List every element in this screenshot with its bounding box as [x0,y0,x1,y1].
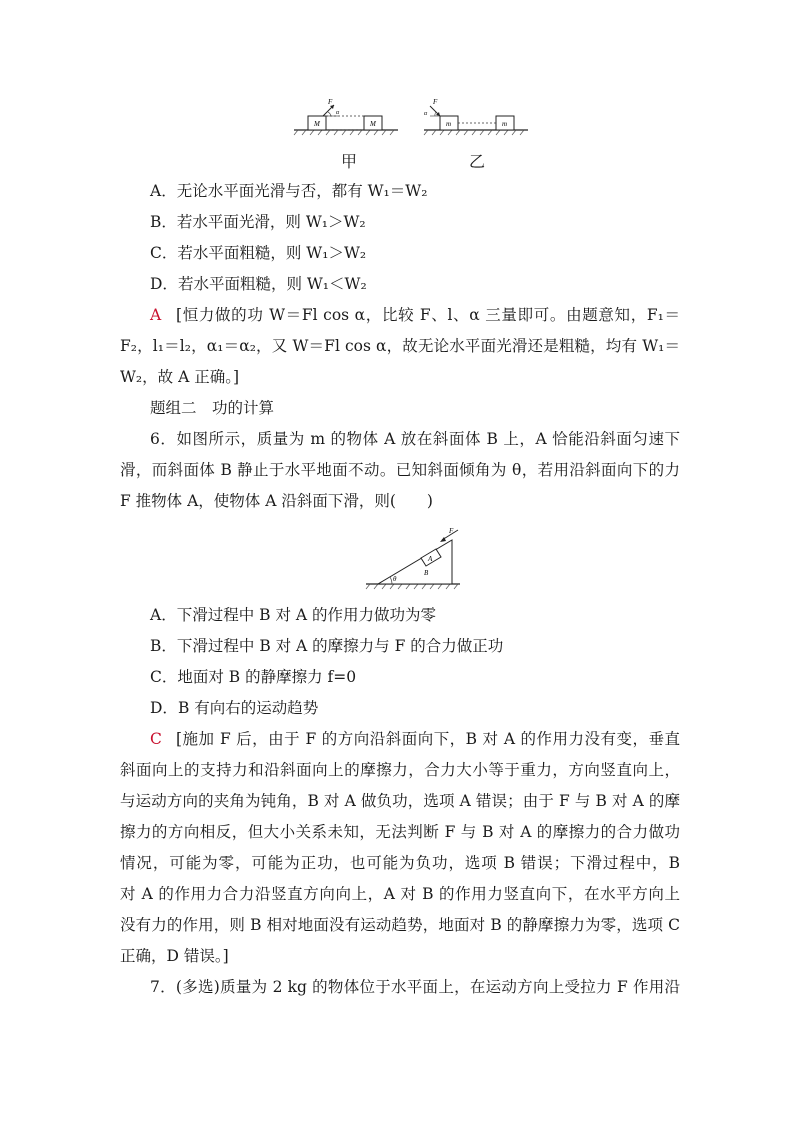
label-b: B [424,569,429,577]
figure-incline [362,520,472,592]
block-label-yi-2: m [502,120,508,128]
block-label-yi-1: m [446,120,452,128]
q6-explanation-line-5: 情况，可能为零，可能为正功，也可能为负功，选项 B 错误；下滑过程中，B [120,854,680,872]
force-label-jia: F [328,98,333,106]
label-theta: θ [393,575,397,583]
q6-option-c: C．地面对 B 的静摩擦力 f=0 [150,668,357,686]
q6-explanation-line-3: 与运动方向的夹角为钝角，B 对 A 做负功，选项 A 错误；由于 F 与 B 对 A 的摩 [120,792,680,810]
figure-jia [294,98,398,135]
q5-option-a: A．无论水平面光滑与否，都有 W₁＝W₂ [150,182,428,200]
q6-stem-line-3: F 推物体 A，使物体 A 沿斜面下滑，则( ) [120,492,433,510]
caption-jia: 甲 [341,152,358,171]
label-a: A [428,555,433,563]
q6-explanation-line-1: C [施加 F 后，由于 F 的方向沿斜面向下，B 对 A 的作用力没有变，垂直 [150,730,680,748]
q5-option-b: B．若水平面光滑，则 W₁＞W₂ [150,213,366,231]
angle-label-jia: α [336,110,340,116]
q6-stem-line-1: 6．如图所示，质量为 m 的物体 A 放在斜面体 B 上，A 恰能沿斜面匀速下 [150,430,680,448]
q6-stem-line-2: 滑，而斜面体 B 静止于水平地面不动。已知斜面倾角为 θ，若用沿斜面向下的力 [120,461,680,479]
q6-option-d: D．B 有向右的运动趋势 [150,699,319,717]
q6-option-a: A．下滑过程中 B 对 A 的作用力做功为零 [150,606,436,624]
q5-explanation-line-2: F₂，l₁＝l₂，α₁＝α₂，又 W＝Fl cos α，故无论水平面光滑还是粗糙，均有 W₁＝ [120,337,680,355]
q6-answer: C [150,730,162,748]
section-heading: 题组二 功的计算 [150,399,275,417]
force-label-yi: F [433,98,438,106]
q5-option-d: D．若水平面粗糙，则 W₁＜W₂ [150,275,367,293]
figure-jia-yi [290,96,540,138]
label-f: F [449,527,454,535]
q7-stem-line-1: 7．(多选)质量为 2 kg 的物体位于水平面上，在运动方向上受拉力 F 作用沿 [150,978,680,996]
q5-answer: A [150,306,162,324]
wedge-b [378,540,452,584]
angle-label-yi: α [424,111,428,117]
block-label-jia-1: M [314,120,320,128]
q6-explanation-line-4: 擦力的方向相反，但大小关系未知，无法判断 F 与 B 对 A 的摩擦力的合力做功 [120,823,680,841]
q6-option-b: B．下滑过程中 B 对 A 的摩擦力与 F 的合力做正功 [150,637,504,655]
figure-yi [424,98,528,135]
q5-explanation-line-3: W₂，故 A 正确。] [120,368,239,386]
q6-explanation-line-2: 斜面向上的支持力和沿斜面向上的摩擦力，合力大小等于重力，方向竖直向上， [120,761,680,779]
q5-option-c: C．若水平面粗糙，则 W₁＞W₂ [150,244,367,262]
caption-yi: 乙 [469,152,486,171]
q6-explanation-line-8: 正确，D 错误。] [120,947,229,965]
block-label-jia-2: M [370,120,376,128]
q5-explanation-line-1: A [恒力做的功 W＝Fl cos α，比较 F、l、α 三量即可。由题意知，F₁＝ [150,306,680,324]
q6-explanation-line-7: 没有力的作用，则 B 相对地面没有运动趋势，地面对 B 的静摩擦力为零，选项 C [120,916,680,934]
q6-explanation-line-6: 对 A 的作用力合力沿竖直方向向上，A 对 B 的作用力竖直向下，在水平方向上 [120,885,680,903]
